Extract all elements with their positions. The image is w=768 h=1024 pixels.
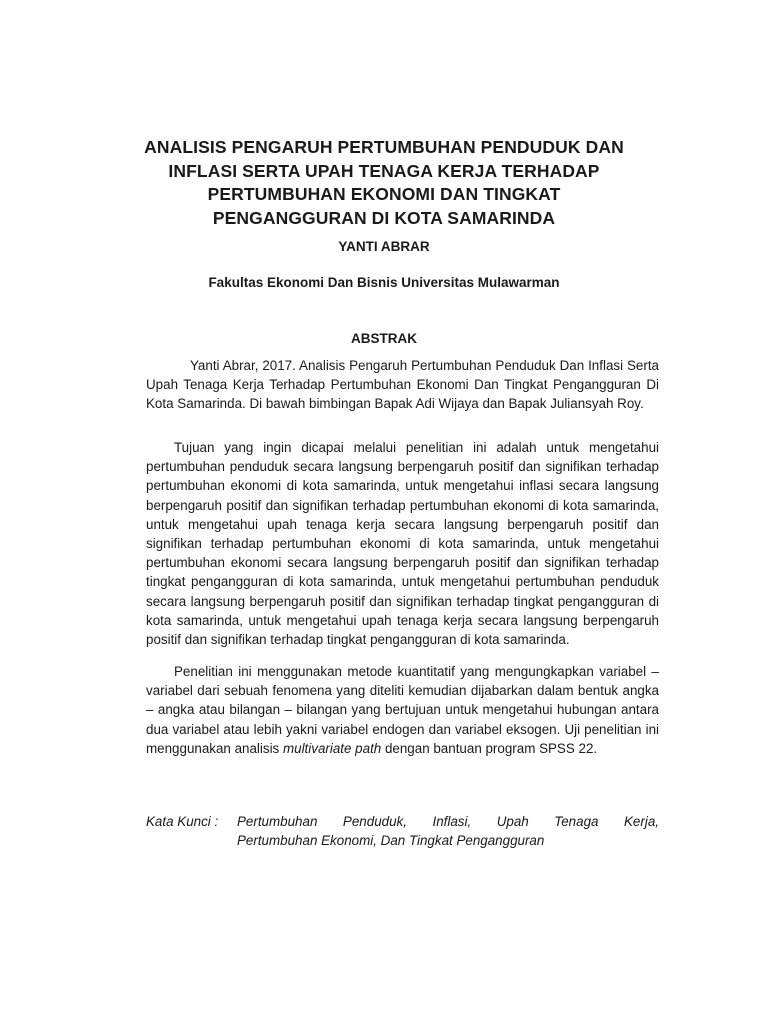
title-line: ANALISIS PENGARUH PERTUMBUHAN PENDUDUK DAN <box>144 137 624 157</box>
title-line: PENGANGGURAN DI KOTA SAMARINDA <box>212 207 556 228</box>
keywords-line: Pertumbuhan Penduduk, Inflasi, Upah Tenaga Kerja, <box>237 814 659 829</box>
title-line: PERTUMBUHAN EKONOMI DAN TINGKAT <box>207 184 561 204</box>
abstract-paragraph-citation: Yanti Abrar, 2017. Analisis Pengaruh Pertumbuhan Penduduk Dan Inflasi Serta Upah Tenaga Kerja Terhadap Pertumbuhan Ekonomi Dan Tingkat Pengangguran Di Kota Samarinda. Di bawah bimbingan Bapak Adi Wijaya dan Bapak Juliansyah Roy. <box>146 358 659 412</box>
paper-title <box>100 136 668 230</box>
keywords-label: Kata Kunci : <box>146 814 219 829</box>
abstract-heading: ABSTRAK <box>351 331 417 346</box>
title-line: INFLASI SERTA UPAH TENAGA KERJA TERHADAP <box>168 160 600 181</box>
keywords-line: Pertumbuhan Ekonomi, Dan Tingkat Pengangguran <box>237 833 545 849</box>
methods-text: Penelitian ini menggunakan metode kuantitatif yang mengungkapkan variabel – variabel dari sebuah fenomena yang diteliti kemudian dijabarkan dalam bentuk angka – angka atau bilangan – bilangan yang bertujuan untuk mengetahui hubungan antara dua variabel atau lebih yakni variabel endogen dan variabel eksogen. Uji penelitian ini menggunakan analisis <box>146 664 659 756</box>
keywords-block <box>146 812 659 850</box>
author-name: YANTI ABRAR <box>338 239 430 254</box>
method-term: multivariate path <box>282 740 382 756</box>
methods-text-end: dengan bantuan program SPSS 22. <box>381 740 598 756</box>
abstract-paragraph-methods <box>146 662 659 758</box>
author-affiliation: Fakultas Ekonomi Dan Bisnis Universitas Mulawarman <box>208 275 560 290</box>
abstract-paragraph-objectives: Tujuan yang ingin dicapai melalui penelitian ini adalah untuk mengetahui pertumbuhan penduduk secara langsung berpengaruh positif dan signifikan terhadap pertumbuhan ekonomi di kota samarinda, untuk mengetahui inflasi secara langsung berpengaruh positif dan signifikan terhadap pertumbuhan ekonomi di kota samarinda, untuk mengetahui upah tenaga kerja secara langsung berpengaruh positif dan signifikan terhadap pertumbuhan ekonomi di kota samarinda, untuk mengetahui pertumbuhan ekonomi secara langsung berpengaruh positif dan signifikan terhadap tingkat pengangguran di kota samarinda, untuk mengetahui pertumbuhan penduduk secara langsung berpengaruh positif dan signifikan terhadap tingkat pengangguran di kota samarinda, untuk mengetahui upah tenaga kerja secara langsung berpengaruh positif dan signifikan terhadap tingkat pengangguran di kota samarinda. <box>146 440 659 648</box>
